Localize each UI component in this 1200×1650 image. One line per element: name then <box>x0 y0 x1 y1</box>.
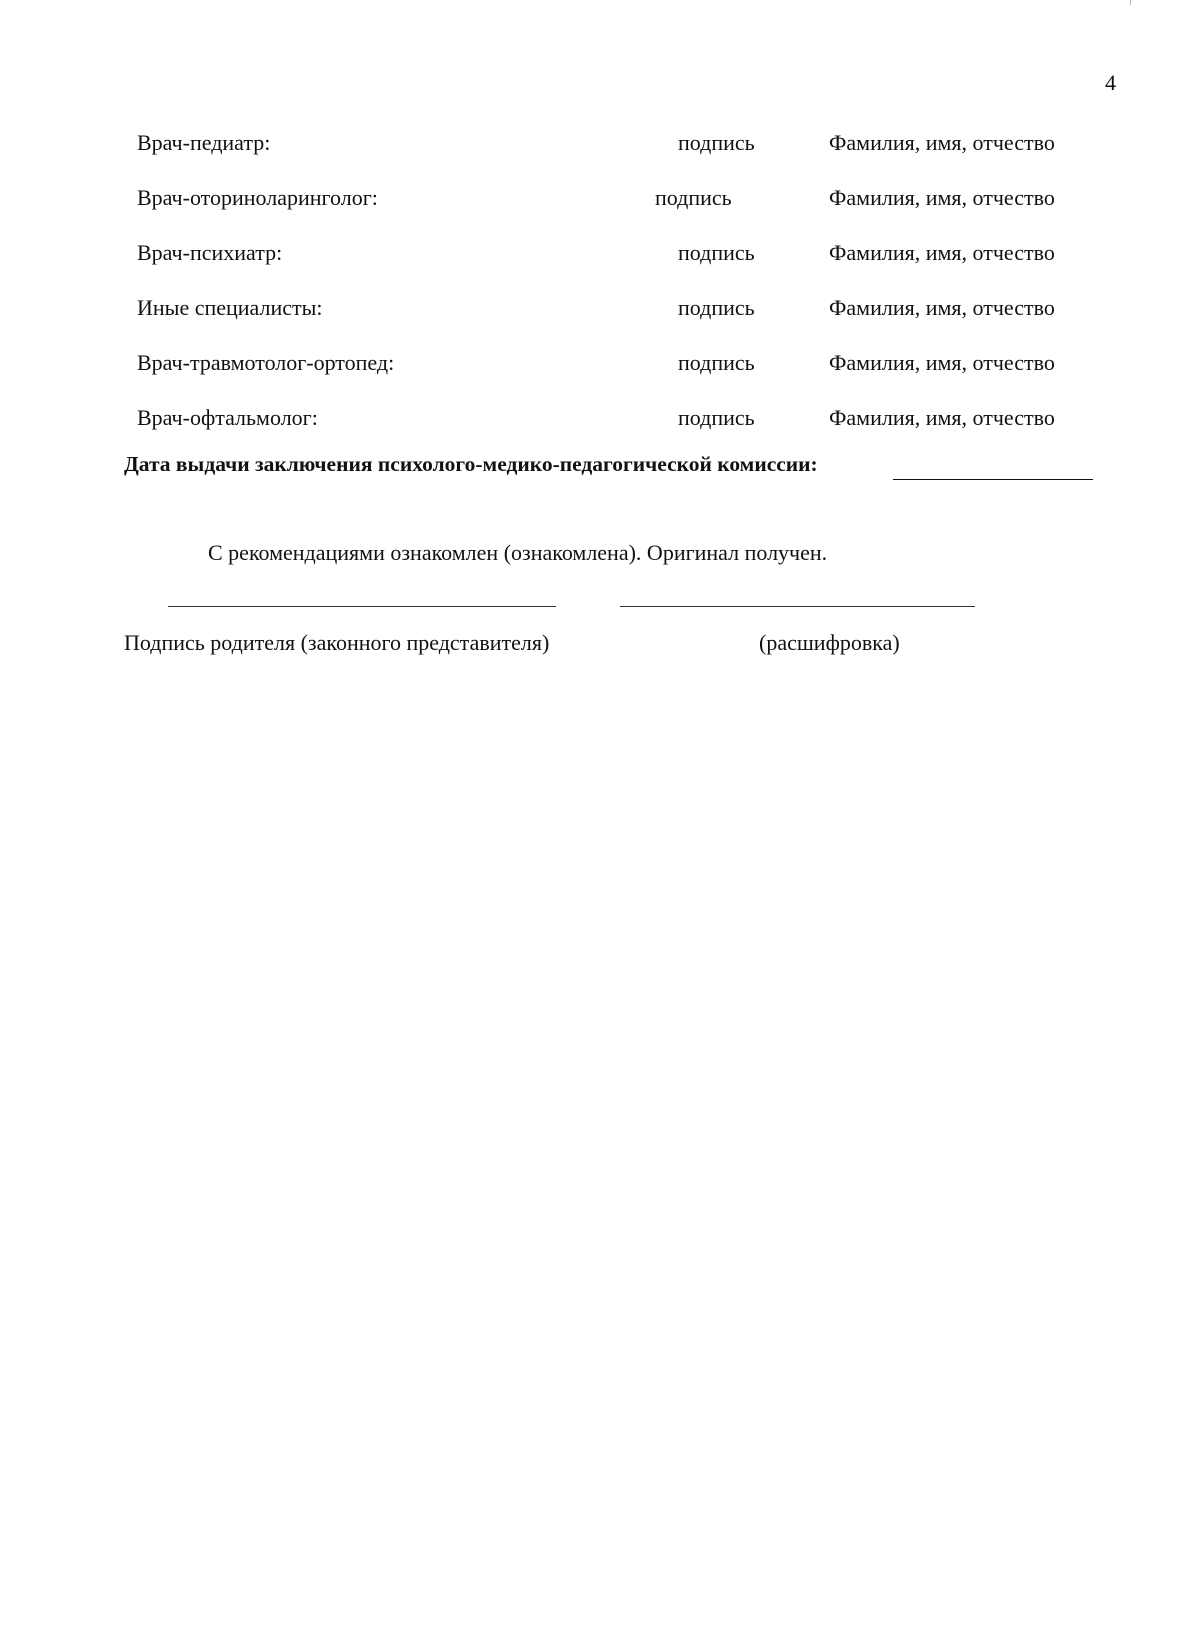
specialist-row <box>0 177 1200 232</box>
issue-date-label: Дата выдачи заключения психолого-медико-педагогической комиссии: <box>124 452 818 476</box>
specialist-title: Врач-травмотолог-ортопед: <box>137 350 395 375</box>
specialist-row <box>0 122 1200 177</box>
full-name-placeholder: Фамилия, имя, отчество <box>829 130 1055 155</box>
signature-placeholder: подпись <box>678 295 755 320</box>
specialist-title: Иные специалисты: <box>137 295 323 320</box>
signature-decode-caption: (расшифровка) <box>759 630 900 655</box>
parent-signature-line[interactable] <box>168 606 556 607</box>
corner-mark <box>1130 0 1134 5</box>
full-name-placeholder: Фамилия, имя, отчество <box>829 240 1055 265</box>
signature-placeholder: подпись <box>678 240 755 265</box>
full-name-placeholder: Фамилия, имя, отчество <box>829 295 1055 320</box>
signature-placeholder: подпись <box>678 350 755 375</box>
acknowledgement-text: С рекомендациями ознакомлен (ознакомлена). Оригинал получен. <box>208 540 828 565</box>
specialist-row <box>0 342 1200 397</box>
specialist-title: Врач-офтальмолог: <box>137 405 318 430</box>
specialist-row <box>0 287 1200 342</box>
page-number: 4 <box>1105 70 1116 95</box>
specialist-title: Врач-оториноларинголог: <box>137 185 378 210</box>
signature-decode-line[interactable] <box>620 606 975 607</box>
specialist-title: Врач-психиатр: <box>137 240 283 265</box>
signature-placeholder: подпись <box>678 130 755 155</box>
specialists-list <box>0 122 1200 452</box>
signature-placeholder: подпись <box>655 185 732 210</box>
specialist-row <box>0 232 1200 287</box>
parent-signature-caption: Подпись родителя (законного представителя) <box>124 630 550 655</box>
full-name-placeholder: Фамилия, имя, отчество <box>829 185 1055 210</box>
full-name-placeholder: Фамилия, имя, отчество <box>829 350 1055 375</box>
specialist-row <box>0 397 1200 452</box>
signature-placeholder: подпись <box>678 405 755 430</box>
issue-date-fill-line[interactable] <box>893 479 1093 480</box>
full-name-placeholder: Фамилия, имя, отчество <box>829 405 1055 430</box>
specialist-title: Врач-педиатр: <box>137 130 271 155</box>
